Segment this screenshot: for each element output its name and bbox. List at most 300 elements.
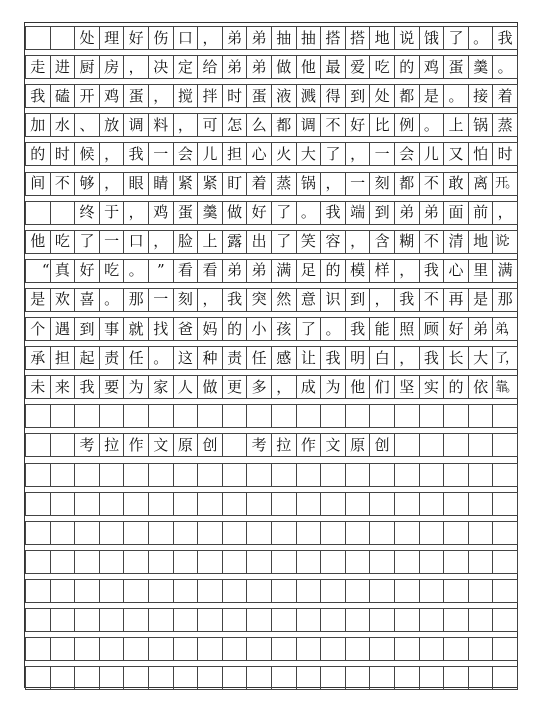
grid-cell: 开。 [492,172,518,196]
grid-cell [369,463,395,487]
grid-cell [173,608,199,632]
grid-cell: 的 [222,317,248,341]
grid-cell: 时 [50,142,76,166]
grid-cell [123,637,149,661]
grid-cell: 担 [50,346,76,370]
grid-cell [369,521,395,545]
grid-cell [320,492,346,516]
grid-cell: 得 [320,84,346,108]
grid-cell: 成 [296,375,322,399]
grid-row [25,579,517,603]
grid-cell [50,550,76,574]
grid-cell: 文 [148,433,174,457]
grid-cell [296,521,322,545]
grid-cell: 作 [296,433,322,457]
grid-cell [369,492,395,516]
grid-cell [148,463,174,487]
grid-cell [197,521,223,545]
grid-cell [246,463,272,487]
grid-cell: 来 [50,375,76,399]
grid-cell [50,637,76,661]
grid-cell: 白 [369,346,395,370]
grid-cell: 的 [394,55,420,79]
grid-cell: 会 [394,142,420,166]
grid-cell [246,404,272,428]
grid-cell [99,521,125,545]
grid-cell: 的 [320,259,346,283]
grid-cell: 定 [173,55,199,79]
grid-row [25,375,517,399]
grid-cell [320,404,346,428]
grid-cell: 房 [99,55,125,79]
grid-cell: 都 [271,113,297,137]
grid-cell: 不 [419,230,445,254]
grid-cell: 拌 [197,84,223,108]
grid-cell: 欢 [50,288,76,312]
grid-row [25,433,517,457]
grid-cell [296,463,322,487]
grid-cell: 顾 [419,317,445,341]
grid-cell [443,637,469,661]
grid-cell [197,637,223,661]
grid-cell: 出 [246,230,272,254]
grid-cell [74,404,100,428]
grid-cell [345,550,371,574]
grid-cell: 于 [99,201,125,225]
grid-cell: 这 [173,346,199,370]
grid-cell [74,463,100,487]
grid-cell: 睛 [148,172,174,196]
grid-cell [50,579,76,603]
grid-cell: 搭 [320,26,346,50]
grid-cell: 弟 [222,55,248,79]
grid-cell: 够 [74,172,100,196]
grid-cell [123,666,149,690]
grid-cell: 鸡 [148,201,174,225]
grid-cell [419,404,445,428]
grid-cell: 上 [443,113,469,137]
grid-cell [345,579,371,603]
grid-cell: 任 [246,346,272,370]
grid-cell [197,666,223,690]
grid-cell: 说： [492,230,518,254]
grid-cell [50,463,76,487]
grid-cell: 好 [345,113,371,137]
grid-cell [492,492,518,516]
grid-cell [345,666,371,690]
grid-cell: 抽 [271,26,297,50]
grid-cell [50,26,76,50]
grid-cell: 了 [271,230,297,254]
grid-cell: 我 [345,317,371,341]
grid-cell [173,521,199,545]
grid-cell: 溅 [296,84,322,108]
grid-cell: 我 [419,346,445,370]
grid-cell [320,521,346,545]
grid-cell: 未 [25,375,51,399]
grid-cell: 蒸 [271,172,297,196]
grid-cell: 们 [369,375,395,399]
grid-cell: 看 [197,259,223,283]
grid-cell: 锅 [468,113,494,137]
grid-cell [74,579,100,603]
grid-row [25,172,517,196]
grid-cell: 弟 [222,26,248,50]
grid-cell: 爱 [345,55,371,79]
grid-cell: 我 [394,288,420,312]
grid-cell: 不 [419,288,445,312]
grid-cell [345,608,371,632]
grid-cell: 。 [492,55,518,79]
grid-cell [25,579,51,603]
grid-cell [419,521,445,545]
grid-cell: 口 [173,26,199,50]
grid-cell [443,666,469,690]
grid-cell [443,404,469,428]
grid-cell: 创 [369,433,395,457]
grid-cell [197,404,223,428]
grid-cell [271,637,297,661]
grid-cell: 蒸 [492,113,518,137]
grid-cell: 满 [271,259,297,283]
grid-cell: 清 [443,230,469,254]
grid-cell [25,550,51,574]
grid-cell [443,608,469,632]
grid-cell [394,550,420,574]
grid-cell: ， [394,346,420,370]
grid-cell: 蛋 [443,55,469,79]
grid-cell: 到 [369,201,395,225]
grid-cell: 紧 [197,172,223,196]
grid-cell: 调 [296,113,322,137]
grid-cell: 磕 [50,84,76,108]
grid-cell: 真 [50,259,76,283]
grid-cell: 容 [320,230,346,254]
grid-cell: 羹 [468,55,494,79]
grid-cell: 种 [197,346,223,370]
grid-cell: 到 [345,288,371,312]
grid-cell: 我 [320,346,346,370]
grid-cell [197,579,223,603]
grid-cell: 我 [222,288,248,312]
grid-cell: 他 [25,230,51,254]
grid-cell [123,521,149,545]
grid-cell [123,550,149,574]
grid-cell: 到 [74,317,100,341]
grid-cell [419,579,445,603]
grid-cell: 做 [222,201,248,225]
grid-cell: 儿 [197,142,223,166]
grid-cell [123,463,149,487]
grid-cell [50,433,76,457]
grid-cell: 担 [222,142,248,166]
grid-cell: 作 [123,433,149,457]
grid-cell: 我 [419,259,445,283]
grid-cell [197,608,223,632]
grid-cell [246,492,272,516]
grid-cell [492,550,518,574]
grid-cell: 处 [74,26,100,50]
grid-cell [123,608,149,632]
grid-cell [468,404,494,428]
grid-cell: 为 [123,375,149,399]
grid-cell [173,666,199,690]
grid-cell [148,492,174,516]
grid-cell: 好 [246,201,272,225]
grid-cell: 了 [74,230,100,254]
grid-cell: 放 [99,113,125,137]
grid-cell [419,433,445,457]
grid-cell: 搭 [345,26,371,50]
grid-cell [148,637,174,661]
grid-cell: 拉 [99,433,125,457]
grid-cell: 刻 [369,172,395,196]
grid-cell [271,608,297,632]
grid-cell [246,579,272,603]
grid-cell [320,579,346,603]
grid-cell [271,666,297,690]
grid-cell: 。 [443,84,469,108]
grid-cell: 再 [443,288,469,312]
grid-cell [468,608,494,632]
grid-cell: 我 [25,84,51,108]
grid-cell [419,637,445,661]
grid-cell [246,521,272,545]
grid-cell [222,608,248,632]
grid-cell [369,550,395,574]
grid-cell: 弟 [468,317,494,341]
grid-cell [394,404,420,428]
grid-cell: 会 [173,142,199,166]
grid-cell [99,608,125,632]
grid-cell: 端 [345,201,371,225]
grid-cell: 然 [271,288,297,312]
grid-row [25,142,517,166]
grid-cell: 做 [271,55,297,79]
grid-cell [443,579,469,603]
grid-row [25,666,517,690]
grid-cell: 原 [173,433,199,457]
grid-row [25,26,517,50]
grid-cell [394,666,420,690]
grid-row [25,201,517,225]
grid-cell: 好 [123,26,149,50]
grid-cell [173,492,199,516]
grid-cell [492,463,518,487]
grid-cell: 着 [246,172,272,196]
grid-cell: 看 [173,259,199,283]
grid-cell [296,492,322,516]
grid-cell: 孩 [271,317,297,341]
grid-cell: 了 [443,26,469,50]
grid-cell: 决 [148,55,174,79]
grid-cell [468,521,494,545]
grid-cell [173,637,199,661]
grid-cell [468,637,494,661]
grid-cell [320,550,346,574]
grid-cell: 开 [74,84,100,108]
grid-cell: ， [320,172,346,196]
grid-cell: 都 [394,84,420,108]
grid-cell: 原 [345,433,371,457]
grid-cell [25,433,51,457]
grid-row [25,521,517,545]
grid-cell: 弟 [419,201,445,225]
grid-cell [394,433,420,457]
grid-row [25,608,517,632]
grid-cell: 承 [25,346,51,370]
grid-cell: 伤 [148,26,174,50]
grid-cell: 了 [296,317,322,341]
grid-cell: 了 [320,142,346,166]
grid-cell [148,550,174,574]
grid-cell [468,666,494,690]
grid-cell: 时 [492,142,518,166]
grid-cell [345,463,371,487]
grid-cell: 面 [443,201,469,225]
grid-cell [173,579,199,603]
grid-cell: 是 [419,84,445,108]
grid-cell [271,579,297,603]
grid-cell: 口 [123,230,149,254]
grid-cell: 喜 [74,288,100,312]
grid-cell: ， [492,201,518,225]
grid-cell [492,521,518,545]
grid-cell: 事 [99,317,125,341]
grid-cell [99,463,125,487]
grid-cell: 候 [74,142,100,166]
grid-cell: 了， [492,346,518,370]
grid-row [25,84,517,108]
grid-row [25,492,517,516]
grid-cell [296,579,322,603]
grid-cell [246,550,272,574]
grid-cell [50,492,76,516]
grid-cell: 一 [345,172,371,196]
grid-cell [419,550,445,574]
grid-cell [369,637,395,661]
grid-cell [246,637,272,661]
grid-cell [419,608,445,632]
grid-cell: ， [148,84,174,108]
grid-row [25,288,517,312]
grid-cell: 那 [123,288,149,312]
grid-cell [99,579,125,603]
grid-cell [50,666,76,690]
grid-cell: 。 [123,259,149,283]
grid-cell [345,492,371,516]
grid-cell: 突 [246,288,272,312]
grid-row [25,113,517,137]
grid-cell [148,666,174,690]
grid-cell: ， [173,113,199,137]
grid-cell: 调 [123,113,149,137]
grid-cell: 创 [197,433,223,457]
grid-cell [222,637,248,661]
grid-cell [74,550,100,574]
grid-cell [123,404,149,428]
grid-cell: 水 [50,113,76,137]
grid-cell [50,521,76,545]
grid-cell: 怕 [468,142,494,166]
grid-cell: 搅 [173,84,199,108]
grid-cell [25,521,51,545]
grid-cell: 离 [468,172,494,196]
grid-row [25,55,517,79]
grid-cell [50,404,76,428]
grid-cell: 任 [123,346,149,370]
grid-cell: ， [394,259,420,283]
grid-cell: 要 [99,375,125,399]
grid-cell [99,492,125,516]
grid-cell [443,463,469,487]
grid-cell: 考 [74,433,100,457]
grid-cell [320,463,346,487]
grid-cell: 地 [468,230,494,254]
grid-cell [25,492,51,516]
grid-cell: ， [148,230,174,254]
grid-cell: 吃 [99,259,125,283]
grid-cell [50,608,76,632]
grid-row [25,463,517,487]
grid-cell [173,550,199,574]
grid-cell [173,463,199,487]
grid-cell: 紧 [173,172,199,196]
grid-cell [320,608,346,632]
grid-cell: 一 [369,142,395,166]
grid-cell [148,521,174,545]
grid-cell [222,579,248,603]
grid-cell [222,433,248,457]
grid-cell [99,637,125,661]
grid-cell: 。 [419,113,445,137]
grid-cell [394,521,420,545]
grid-cell: 。 [99,288,125,312]
grid-cell: 的 [25,142,51,166]
grid-cell [25,608,51,632]
grid-cell: 抽 [296,26,322,50]
grid-cell: ， [99,172,125,196]
grid-cell: 笑 [296,230,322,254]
grid-cell: 说 [394,26,420,50]
grid-cell [271,550,297,574]
grid-cell: ， [271,375,297,399]
grid-cell: 上 [197,230,223,254]
grid-cell: 明 [345,346,371,370]
grid-cell: ， [123,201,149,225]
grid-cell: 、 [74,113,100,137]
grid-row [25,404,517,428]
grid-cell [468,463,494,487]
grid-cell: 靠。 [492,375,518,399]
grid-cell: 心 [443,259,469,283]
grid-cell [148,608,174,632]
grid-cell [197,492,223,516]
grid-cell: 脸 [173,230,199,254]
grid-cell: 露 [222,230,248,254]
grid-cell: 识 [320,288,346,312]
grid-cell [419,666,445,690]
grid-cell: 一 [148,288,174,312]
grid-cell: 更 [222,375,248,399]
grid-cell [123,492,149,516]
grid-cell: 弟 [222,259,248,283]
grid-cell [492,579,518,603]
grid-cell: 给 [197,55,223,79]
grid-cell: 鸡 [419,55,445,79]
grid-cell [492,608,518,632]
grid-cell: 糊 [394,230,420,254]
